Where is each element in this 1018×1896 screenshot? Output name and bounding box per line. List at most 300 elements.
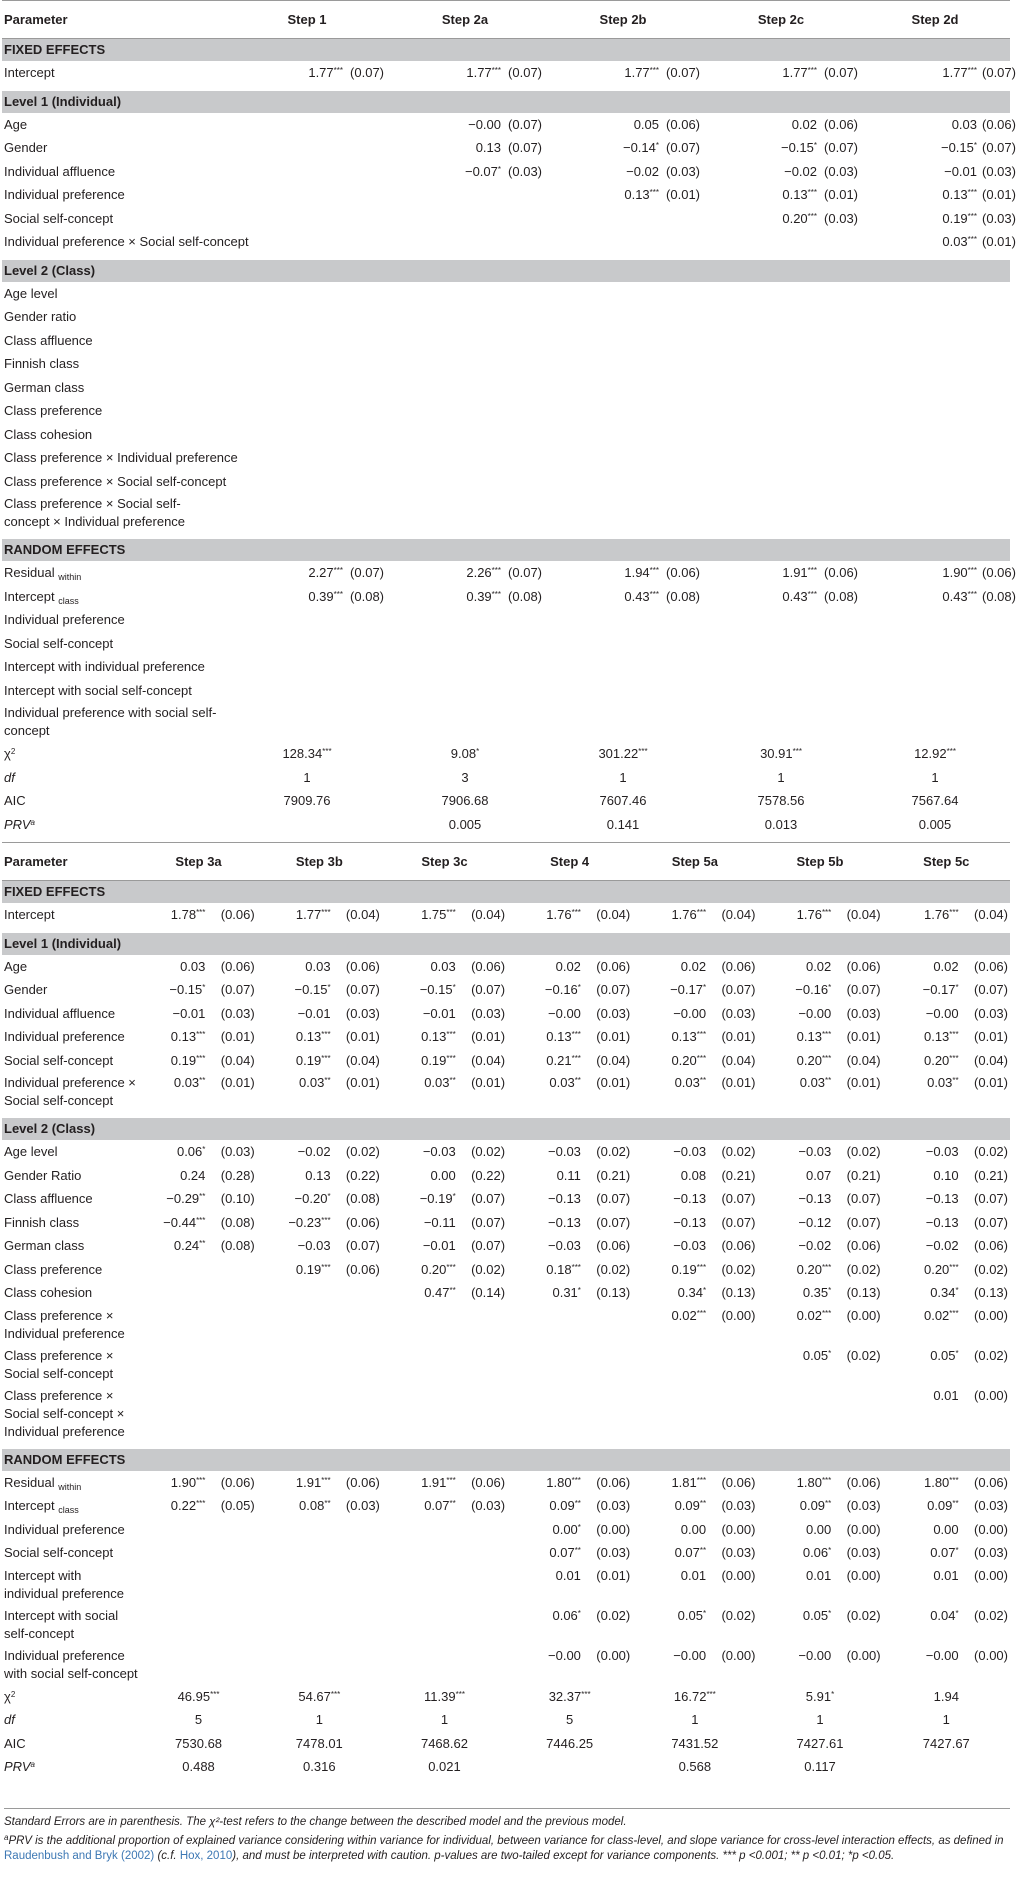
standard-error-value: (0.07) (846, 1191, 881, 1207)
significance-stars: * (577, 1286, 581, 1296)
standard-error-value: (0.03) (596, 1498, 631, 1514)
standard-error-value: (0.02) (846, 1261, 881, 1277)
estimate-value: 1.77 (942, 65, 968, 81)
standard-error-cell (346, 113, 386, 137)
estimate-value: −0.02 (626, 163, 660, 179)
estimate-cell (228, 446, 346, 470)
footnote-prv-text-3: ), and must be interpreted with caution. p-values are two-tailed except for variance components. *** p <0.001; ** p <0.01; *p <0.05. (232, 1850, 895, 1862)
table-row (2, 1565, 1010, 1605)
section-header (2, 39, 1010, 62)
stat-value: 1 (777, 769, 785, 785)
standard-error-cell (820, 399, 860, 423)
estimate-cell (382, 1345, 459, 1385)
standard-error-cell (208, 1258, 256, 1282)
estimate-cell (507, 1072, 584, 1115)
estimate-cell (382, 1025, 459, 1049)
standard-error-value: (0.07) (721, 1191, 756, 1207)
standard-error-cell (346, 282, 386, 306)
estimate-value: −0.07 (464, 163, 498, 179)
estimate-cell (702, 470, 820, 494)
standard-error-value: (0.04) (974, 1052, 1008, 1068)
estimate-value: −0.14 (622, 140, 656, 156)
significance-stars: *** (446, 908, 456, 918)
estimate-value: 0.19 (421, 1052, 447, 1068)
standard-error-cell (709, 1605, 757, 1645)
stat-label (2, 742, 228, 766)
standard-error-cell (962, 1140, 1010, 1164)
estimate-cell (883, 1164, 962, 1188)
standard-error-value: (0.06) (824, 116, 859, 132)
standard-error-value: (0.07) (471, 982, 506, 998)
header-step: Step 2d (911, 12, 959, 27)
standard-error-value: (0.04) (220, 1052, 255, 1068)
estimate-cell (702, 493, 820, 536)
standard-error-cell (834, 1025, 882, 1049)
estimate-value: 0.01 (933, 1387, 959, 1403)
row-label (2, 446, 238, 470)
row-label (2, 1541, 140, 1565)
estimate-cell (860, 561, 980, 585)
estimate-cell (507, 1002, 584, 1026)
standard-error-value: (0.02) (974, 1607, 1008, 1623)
estimate-cell (860, 352, 980, 376)
estimate-cell (257, 1211, 334, 1235)
standard-error-cell (962, 1072, 1010, 1115)
stat-row (2, 742, 1010, 766)
standard-error-value: (0.07) (508, 140, 543, 156)
stat-value: 7427.67 (922, 1735, 970, 1751)
standard-error-cell (834, 1385, 882, 1446)
row-label-text: German class (4, 1238, 85, 1254)
standard-error-value: (0.03) (220, 1144, 255, 1160)
standard-error-cell (662, 136, 702, 160)
row-label-text: Class affluence (4, 1191, 93, 1207)
standard-error-cell (208, 1605, 256, 1645)
estimate-value: 0.00 (933, 1521, 959, 1537)
estimate-value: 0.34 (930, 1285, 956, 1301)
standard-error-cell (504, 655, 544, 679)
estimate-value: 0.13 (796, 1029, 822, 1045)
citation-link-raudenbush[interactable]: Raudenbush and Bryk (2002) (4, 1850, 155, 1862)
significance-stars: * (476, 747, 480, 757)
significance-stars: *** (196, 908, 206, 918)
row-label-text: Class preference × Social self-concept (4, 1347, 114, 1381)
standard-error-value: (0.00) (974, 1647, 1008, 1663)
estimate-cell (507, 1187, 584, 1211)
standard-error-cell (584, 903, 632, 930)
estimate-cell (228, 423, 346, 447)
standard-error-cell (834, 1305, 882, 1345)
standard-error-cell (504, 632, 544, 656)
significance-stars: * (327, 1192, 331, 1202)
stat-row (2, 1708, 1010, 1732)
estimate-cell (757, 1211, 834, 1235)
table-row (2, 493, 1010, 536)
estimate-cell (544, 207, 662, 231)
significance-stars: *** (491, 566, 502, 576)
estimate-cell (544, 585, 662, 609)
standard-error-cell (504, 305, 544, 329)
section-title: Level 1 (Individual) (2, 930, 1010, 955)
estimate-cell (883, 1345, 962, 1385)
significance-stars: *** (322, 747, 332, 757)
standard-error-value: (0.01) (846, 1075, 881, 1090)
stat-value: 9.08 (450, 746, 477, 762)
estimate-value: 1.78 (170, 907, 197, 923)
standard-error-cell (459, 1234, 507, 1258)
table-row (2, 113, 1010, 137)
estimate-cell (386, 282, 504, 306)
estimate-cell (860, 305, 980, 329)
estimate-cell (140, 1541, 208, 1565)
standard-error-cell (709, 1471, 757, 1495)
estimate-value: −0.00 (798, 1005, 832, 1021)
stat-value-cell (860, 742, 1010, 766)
estimate-value: −0.00 (673, 1647, 707, 1663)
estimate-cell (632, 955, 709, 979)
estimate-cell (228, 329, 346, 353)
standard-error-value: (0.06) (220, 1474, 255, 1490)
row-label (2, 1605, 140, 1645)
standard-error-value: (0.07) (824, 140, 859, 156)
estimate-cell (883, 1234, 962, 1258)
standard-error-value: (0.06) (982, 116, 1016, 132)
estimate-value: 0.21 (546, 1052, 572, 1068)
standard-error-value: (0.07) (345, 1238, 380, 1254)
significance-stars: *** (821, 1030, 832, 1040)
standard-error-value: (0.02) (846, 1347, 881, 1363)
stat-value-cell (228, 813, 386, 837)
standard-error-cell (820, 282, 860, 306)
standard-error-cell (834, 903, 882, 930)
estimate-value: 0.07 (549, 1545, 575, 1561)
estimate-value: −0.02 (784, 163, 818, 179)
estimate-cell (140, 1049, 208, 1073)
row-label-text: Social self-concept (4, 1545, 114, 1561)
estimate-cell (228, 207, 346, 231)
stat-row (2, 1685, 1010, 1709)
estimate-cell (382, 1605, 459, 1645)
standard-error-cell (980, 183, 1016, 207)
estimate-cell (632, 1494, 709, 1518)
standard-error-value: (0.13) (721, 1285, 756, 1301)
table-row (2, 1494, 1010, 1518)
standard-error-cell (584, 1281, 632, 1305)
estimate-value: −0.12 (798, 1214, 832, 1230)
estimate-value: −0.17 (922, 982, 956, 998)
standard-error-value: (0.07) (471, 1214, 506, 1230)
significance-stars: *** (649, 566, 660, 576)
stat-value: 0.005 (918, 816, 952, 832)
stat-value: 301.22 (598, 746, 639, 762)
row-label (2, 702, 228, 742)
significance-stars: ** (449, 1499, 456, 1509)
standard-error-cell (662, 399, 702, 423)
standard-error-value: (0.06) (345, 1214, 380, 1230)
standard-error-value: (0.06) (974, 1238, 1008, 1254)
estimate-cell (757, 1565, 834, 1605)
row-label (2, 282, 228, 306)
standard-error-cell (980, 470, 1010, 494)
standard-error-cell (962, 1645, 1010, 1685)
significance-stars: *** (821, 1308, 832, 1318)
estimate-cell (757, 1164, 834, 1188)
standard-error-value: (0.06) (471, 958, 506, 974)
estimate-cell (386, 160, 504, 184)
significance-stars: ** (324, 1076, 331, 1085)
significance-stars: * (202, 1145, 206, 1155)
row-label (2, 1565, 140, 1605)
estimate-value: −0.16 (544, 982, 578, 998)
standard-error-cell (662, 282, 702, 306)
estimate-cell (860, 113, 980, 137)
row-label (2, 1072, 140, 1115)
estimate-cell (507, 1025, 584, 1049)
standard-error-cell (820, 655, 860, 679)
row-label (2, 1234, 140, 1258)
estimate-value: −0.11 (423, 1214, 456, 1230)
standard-error-value: (0.06) (345, 1261, 380, 1277)
significance-stars: *** (949, 1262, 959, 1272)
table-row (2, 207, 1010, 231)
standard-error-cell (208, 1140, 256, 1164)
significance-stars: *** (446, 1053, 456, 1063)
standard-error-cell (834, 1234, 882, 1258)
standard-error-cell (834, 1211, 882, 1235)
standard-error-cell (834, 1281, 882, 1305)
estimate-value: −0.17 (670, 982, 703, 998)
row-label-text: Age (4, 958, 28, 974)
standard-error-value: (0.21) (846, 1167, 881, 1183)
estimate-value: −0.02 (297, 1144, 331, 1160)
estimate-cell (860, 160, 980, 184)
standard-error-cell (208, 1002, 256, 1026)
standard-error-cell (346, 679, 386, 703)
significance-stars: *** (949, 908, 959, 918)
estimate-cell (507, 1234, 584, 1258)
standard-error-cell (820, 423, 860, 447)
section-header (2, 1115, 1010, 1140)
table-row (2, 1541, 1010, 1565)
estimate-cell (860, 183, 980, 207)
standard-error-cell (662, 655, 702, 679)
stat-value-cell (757, 1685, 882, 1709)
estimate-cell (883, 978, 962, 1002)
standard-error-value: (0.03) (596, 1005, 631, 1021)
standard-error-cell (334, 1164, 382, 1188)
significance-stars: *** (967, 211, 978, 221)
row-label-text: Intercept with individual preference (4, 659, 205, 675)
significance-stars: * (452, 983, 456, 993)
table-row (2, 160, 1010, 184)
estimate-value: 2.26 (466, 565, 492, 581)
estimate-cell (632, 1072, 709, 1115)
standard-error-cell (662, 376, 702, 400)
stat-value-cell (228, 742, 386, 766)
estimate-value: 0.20 (671, 1052, 697, 1068)
estimate-cell (140, 1234, 208, 1258)
stat-value: 5.91 (805, 1688, 832, 1704)
estimate-cell (757, 903, 834, 930)
estimate-cell (883, 903, 962, 930)
stat-value: 1 (691, 1712, 699, 1728)
standard-error-cell (980, 608, 1010, 632)
standard-error-value: (0.22) (471, 1167, 506, 1183)
estimate-cell (386, 207, 504, 231)
significance-stars: *** (491, 66, 502, 76)
standard-error-value: (0.07) (721, 1214, 756, 1230)
estimate-value: 0.20 (923, 1261, 950, 1277)
estimate-value: 1.91 (782, 565, 808, 581)
significance-stars: *** (330, 1689, 341, 1699)
standard-error-value: (0.02) (721, 1607, 756, 1623)
estimate-cell (702, 61, 820, 88)
standard-error-cell (459, 1645, 507, 1685)
standard-error-cell (459, 1565, 507, 1605)
significance-stars: *** (571, 1262, 581, 1272)
estimate-cell (757, 1002, 834, 1026)
stat-value: 1.94 (933, 1688, 959, 1704)
significance-stars: *** (333, 566, 343, 576)
standard-error-cell (334, 1258, 382, 1282)
standard-error-cell (962, 1281, 1010, 1305)
header-step: Step 3b (295, 854, 343, 869)
standard-error-cell (459, 1025, 507, 1049)
standard-error-cell (834, 1471, 882, 1495)
estimate-cell (382, 1494, 459, 1518)
significance-stars: * (452, 1192, 456, 1202)
stat-value-cell (386, 766, 544, 790)
citation-link-hox[interactable]: Hox, 2010 (179, 1850, 233, 1862)
standard-error-cell (208, 1164, 256, 1188)
standard-error-cell (584, 1234, 632, 1258)
standard-error-cell (334, 1305, 382, 1345)
standard-error-cell (584, 1025, 632, 1049)
estimate-cell (386, 136, 504, 160)
estimate-value: 2.27 (308, 565, 334, 581)
significance-stars: * (702, 983, 707, 993)
estimate-value: 0.02 (791, 116, 818, 132)
estimate-cell (632, 1164, 709, 1188)
estimate-cell (544, 61, 662, 88)
row-label-text: Individual preference × Social self-concept (4, 1075, 136, 1108)
standard-error-value: (0.06) (974, 1474, 1008, 1490)
estimate-value: 0.13 (942, 187, 968, 203)
estimate-cell (702, 702, 820, 742)
header-step: Step 2c (757, 12, 805, 27)
standard-error-cell (980, 679, 1010, 703)
standard-error-cell (662, 702, 702, 742)
estimate-cell (883, 1025, 962, 1049)
estimate-value: 0.35 (802, 1285, 829, 1301)
estimate-value: 0.02 (796, 1307, 822, 1323)
estimate-cell (757, 1234, 834, 1258)
standard-error-cell (962, 1345, 1010, 1385)
significance-stars: *** (321, 1053, 331, 1063)
significance-stars: ** (449, 1076, 456, 1085)
table-row (2, 282, 1010, 306)
standard-error-cell (334, 1234, 382, 1258)
estimate-cell (140, 903, 208, 930)
estimate-value: 0.10 (933, 1167, 959, 1183)
estimate-cell (544, 352, 662, 376)
header-step: Step 4 (550, 854, 590, 869)
standard-error-cell (980, 446, 1010, 470)
estimate-cell (386, 493, 504, 536)
stat-value-cell (257, 1708, 382, 1732)
standard-error-cell (834, 1049, 882, 1073)
estimate-value: −0.00 (548, 1647, 581, 1663)
estimate-cell (883, 1258, 962, 1282)
standard-error-cell (459, 1187, 507, 1211)
standard-error-cell (834, 1187, 882, 1211)
stat-value: 16.72 (673, 1688, 707, 1704)
significance-stars: *** (491, 589, 502, 599)
stat-value-cell (228, 789, 386, 813)
estimate-cell (883, 955, 962, 979)
standard-error-cell (662, 561, 702, 585)
standard-error-cell (346, 655, 386, 679)
standard-error-value: (0.02) (596, 1607, 631, 1623)
estimate-value: 0.24 (180, 1167, 206, 1183)
estimate-value: −0.23 (288, 1214, 322, 1230)
standard-error-value: (0.01) (596, 1567, 631, 1583)
estimate-cell (544, 423, 662, 447)
standard-error-cell (980, 305, 1010, 329)
standard-error-value: (0.00) (721, 1521, 756, 1537)
estimate-value: 0.19 (942, 210, 968, 226)
estimate-cell (632, 1518, 709, 1542)
standard-error-cell (820, 446, 860, 470)
standard-error-cell (459, 1211, 507, 1235)
standard-error-value: (0.21) (596, 1167, 631, 1183)
estimate-value: 0.06 (802, 1545, 829, 1561)
standard-error-value: (0.06) (721, 1238, 756, 1254)
standard-error-cell (820, 230, 860, 257)
estimate-value: 0.20 (421, 1261, 447, 1277)
estimate-cell (860, 446, 980, 470)
table-row (2, 978, 1010, 1002)
estimate-cell (544, 160, 662, 184)
stat-label (2, 1708, 140, 1732)
estimate-cell (507, 1471, 584, 1495)
significance-stars: * (955, 1348, 959, 1358)
standard-error-cell (584, 1072, 632, 1115)
stat-value-cell (757, 1732, 882, 1756)
significance-stars: * (813, 141, 818, 151)
standard-error-cell (662, 329, 702, 353)
standard-error-cell (584, 1164, 632, 1188)
standard-error-cell (820, 61, 860, 88)
estimate-cell (632, 1385, 709, 1446)
standard-error-value: (0.03) (345, 1498, 380, 1514)
standard-error-cell (980, 207, 1016, 231)
stat-label-text: AIC (4, 793, 26, 809)
estimate-value: 0.09 (674, 1498, 700, 1514)
estimate-value: −0.03 (925, 1144, 959, 1160)
estimate-value: −0.15 (419, 982, 453, 998)
stat-value-cell (860, 766, 1010, 790)
standard-error-cell (662, 632, 702, 656)
estimate-value: 0.05 (930, 1347, 956, 1363)
standard-error-cell (459, 955, 507, 979)
stat-value: 30.91 (760, 746, 793, 762)
stat-value: 1 (942, 1712, 950, 1728)
standard-error-value: (0.03) (846, 1545, 881, 1561)
standard-error-cell (709, 1565, 757, 1605)
estimate-value: −0.03 (673, 1144, 707, 1160)
row-label-text: Individual preference with social self-concept (4, 705, 217, 738)
